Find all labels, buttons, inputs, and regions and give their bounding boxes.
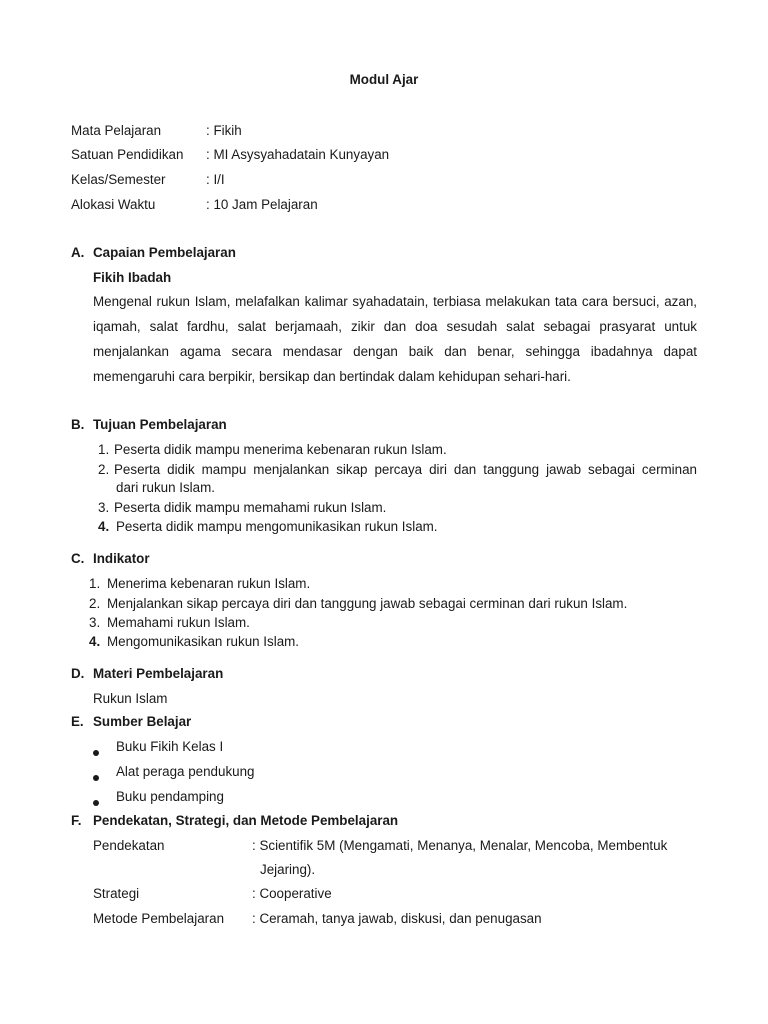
bullet-icon [93,744,99,759]
method-label: Metode Pembelajaran [93,911,225,926]
section-heading: Tujuan Pembelajaran [93,417,227,432]
section-heading: Indikator [93,551,150,566]
list-number: 1. [98,442,110,457]
info-label: Alokasi Waktu [71,197,156,212]
section-heading: Materi Pembelajaran [93,666,224,681]
list-item: Peserta didik mampu memahami rukun Islam. [114,500,387,515]
list-number: 1. [89,576,101,591]
section-heading: Capaian Pembelajaran [93,245,236,260]
method-value: : Ceramah, tanya jawab, diskusi, dan penugasan [252,911,542,926]
section-paragraph: Mengenal rukun Islam, melafalkan kalimar syahadatain, terbiasa melakukan tata cara bersuci, azan, iqamah, salat fardhu, salat berjamaah, zikir dan doa sesudah salat sebagai prasyarat untuk menjalankan agama secara mendasar dengan baik dan benar, sehingga ibadahnya dapat memengaruhi cara berpikir, bersikap dan bertindak dalam kehidupan sehari-hari. [93,294,697,384]
list-item: Mengomunikasikan rukun Islam. [107,634,300,649]
section-subheading: Fikih Ibadah [93,270,172,285]
info-value: : Fikih [206,123,242,138]
list-item: Peserta didik mampu mengomunikasikan rukun Islam. [116,519,438,534]
list-item: Menerima kebenaran rukun Islam. [107,576,311,591]
page-title: Modul Ajar [349,72,419,87]
list-item: Buku Fikih Kelas I [116,739,224,754]
section-letter: E. [71,714,84,729]
list-number: 3. [89,615,101,630]
list-item: Peserta didik mampu menerima kebenaran rukun Islam. [114,442,447,457]
info-value: : 10 Jam Pelajaran [206,197,318,212]
list-number: 4. [89,634,101,649]
method-value: : Cooperative [252,886,332,901]
section-content: Rukun Islam [93,691,168,706]
list-item: Alat peraga pendukung [116,764,255,779]
section-heading: Sumber Belajar [93,714,192,729]
list-item: Peserta didik mampu menjalankan sikap percaya diri dan tanggung jawab sebagai cerminan [114,462,697,477]
info-label: Mata Pelajaran [71,123,162,138]
section-letter: C. [71,551,85,566]
method-value: : Scientifik 5M (Mengamati, Menanya, Menalar, Mencoba, Membentuk [252,838,668,853]
list-number: 3. [98,500,110,515]
list-number: 4. [98,519,110,534]
list-item: Memahami rukun Islam. [107,615,250,630]
section-letter: D. [71,666,85,681]
list-item-continuation: dari rukun Islam. [116,480,215,495]
info-label: Satuan Pendidikan [71,147,184,162]
list-number: 2. [98,462,110,477]
list-item: Buku pendamping [116,789,224,804]
method-label: Strategi [93,886,140,901]
section-heading: Pendekatan, Strategi, dan Metode Pembelajaran [93,813,399,828]
bullet-icon [93,794,99,809]
bullet-icon [93,769,99,784]
section-letter: B. [71,417,85,432]
method-value-continuation: Jejaring). [260,862,316,877]
list-number: 2. [89,596,101,611]
section-letter: F. [71,813,82,828]
section-letter: A. [71,245,85,260]
info-value: : MI Asysyahadatain Kunyayan [206,147,390,162]
info-label: Kelas/Semester [71,172,166,187]
list-item: Menjalankan sikap percaya diri dan tanggung jawab sebagai cerminan dari rukun Islam. [107,596,628,611]
method-label: Pendekatan [93,838,165,853]
info-value: : I/I [206,172,225,187]
